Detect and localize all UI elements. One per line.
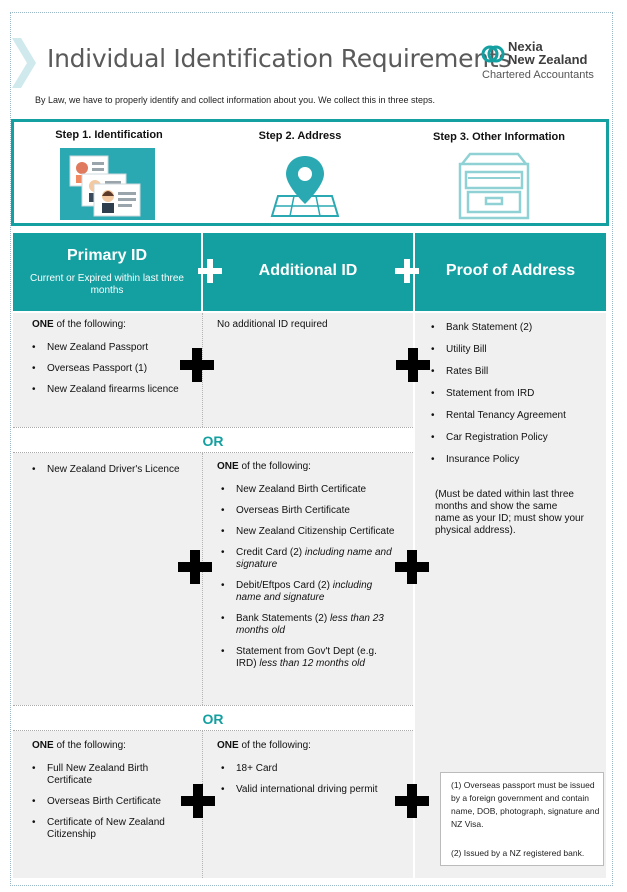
plus-icon bbox=[198, 259, 222, 283]
step-2-label: Step 2. Address bbox=[258, 130, 342, 142]
file-drawer-icon bbox=[454, 152, 534, 220]
row3-additional-list bbox=[221, 763, 401, 796]
list-item bbox=[221, 547, 399, 571]
lead-bold: ONE bbox=[32, 319, 54, 330]
lead-rest: of the following: bbox=[238, 461, 311, 472]
lead-rest: of the following: bbox=[53, 740, 126, 751]
primary-id-header bbox=[13, 233, 201, 311]
item-text: New Zealand Citizenship Certificate bbox=[236, 526, 395, 537]
plus-icon bbox=[395, 259, 419, 283]
list-item bbox=[221, 484, 399, 496]
plus-icon bbox=[181, 784, 215, 818]
item-text: Statement from Gov't Dept (e.g. IRD) bbox=[236, 646, 377, 669]
item-text: New Zealand Birth Certificate bbox=[236, 484, 367, 495]
list-item: • Certificate of New Zealand Citizenship bbox=[32, 817, 192, 841]
item-note: less than 23 months old bbox=[236, 613, 384, 636]
primary-id-title: Primary ID bbox=[66, 247, 148, 264]
list-item: • New Zealand Passport bbox=[32, 342, 202, 354]
row3-primary-list bbox=[32, 763, 192, 841]
lead-rest: of the following: bbox=[53, 319, 126, 330]
nexia-logo-icon bbox=[481, 42, 505, 66]
lead-bold: ONE bbox=[217, 461, 239, 472]
list-item: • Rates Bill bbox=[431, 366, 601, 378]
list-item: • Valid international driving permit bbox=[221, 784, 401, 796]
list-item: • Rental Tenancy Agreement bbox=[431, 410, 601, 422]
footnote-1: (1) Overseas passport must be issued by a foreign government and contain name, DOB, photograph, signature and NZ Visa. bbox=[451, 780, 600, 829]
list-item: • Overseas Passport (1) bbox=[32, 363, 202, 375]
plus-icon bbox=[395, 784, 429, 818]
list-item: • New Zealand firearms licence bbox=[32, 384, 202, 396]
address-list bbox=[431, 322, 601, 466]
list-item: • Full New Zealand Birth Certificate bbox=[32, 763, 192, 787]
or-divider: OR bbox=[13, 705, 413, 731]
list-item: • Car Registration Policy bbox=[431, 432, 601, 444]
item-note: including name and signature bbox=[236, 547, 392, 570]
intro-text: By Law, we have to properly identify and collect information about you. We collect this in three steps. bbox=[35, 95, 436, 105]
row1-additional-text: No additional ID required bbox=[217, 319, 328, 330]
id-cards-icon bbox=[60, 148, 155, 220]
step-1-label: Step 1. Identification bbox=[55, 129, 163, 141]
logo-line1: Nexia bbox=[508, 39, 543, 54]
plus-icon bbox=[178, 550, 212, 584]
list-item bbox=[221, 646, 399, 670]
row2-additional-list bbox=[221, 484, 399, 670]
lead-bold: ONE bbox=[217, 740, 239, 751]
steps-panel bbox=[11, 119, 609, 226]
row1-primary-list bbox=[32, 342, 202, 396]
list-item: • New Zealand Driver's Licence bbox=[32, 464, 202, 476]
row1-primary-lead bbox=[32, 319, 126, 331]
page-title: Individual Identification Requirements bbox=[47, 44, 511, 73]
list-item: • Overseas Birth Certificate bbox=[32, 796, 192, 808]
item-text: Bank Statements (2) bbox=[236, 613, 330, 624]
item-note: including name and signature bbox=[236, 580, 373, 603]
list-item bbox=[221, 505, 399, 517]
row3-primary-lead bbox=[32, 740, 126, 752]
plus-icon bbox=[395, 550, 429, 584]
lead-bold: ONE bbox=[32, 740, 54, 751]
footnote-2: (2) Issued by a NZ registered bank. bbox=[451, 848, 585, 858]
additional-id-title: Additional ID bbox=[258, 262, 358, 279]
chevron-right-icon bbox=[12, 38, 36, 88]
map-pin-icon bbox=[270, 154, 340, 218]
step-3-label: Step 3. Other Information bbox=[432, 131, 565, 143]
nexia-logo bbox=[481, 40, 611, 82]
row2-additional-lead bbox=[217, 461, 311, 473]
lead-rest: of the following: bbox=[238, 740, 311, 751]
footnotes-box bbox=[440, 772, 604, 866]
list-item: • Statement from IRD bbox=[431, 388, 601, 400]
logo-name bbox=[508, 40, 587, 66]
list-item: • Bank Statement (2) bbox=[431, 322, 601, 334]
primary-id-subtitle: Current or Expired within last three months bbox=[30, 273, 184, 296]
additional-id-header bbox=[203, 233, 413, 311]
or-divider: OR bbox=[13, 427, 413, 453]
proof-of-address-header bbox=[415, 233, 606, 311]
list-item bbox=[221, 580, 399, 604]
item-text: Overseas Birth Certificate bbox=[236, 505, 350, 516]
list-item bbox=[221, 613, 399, 637]
list-item bbox=[221, 526, 399, 538]
logo-line2: New Zealand bbox=[508, 52, 588, 67]
item-text: Credit Card (2) bbox=[236, 547, 305, 558]
row2-primary-list bbox=[32, 464, 202, 476]
logo-subtitle: Chartered Accountants bbox=[482, 69, 594, 81]
plus-icon bbox=[180, 348, 214, 382]
address-note: (Must be dated within last three months and show the same name as your ID; must show your physical address). bbox=[435, 489, 584, 536]
item-note: less than 12 months old bbox=[259, 658, 365, 669]
list-item: • 18+ Card bbox=[221, 763, 401, 775]
proof-of-address-title: Proof of Address bbox=[445, 262, 576, 279]
row3-additional-lead bbox=[217, 740, 311, 752]
plus-icon bbox=[396, 348, 430, 382]
list-item: • Utility Bill bbox=[431, 344, 601, 356]
list-item: • Insurance Policy bbox=[431, 454, 601, 466]
item-text: Debit/Eftpos Card (2) bbox=[236, 580, 333, 591]
